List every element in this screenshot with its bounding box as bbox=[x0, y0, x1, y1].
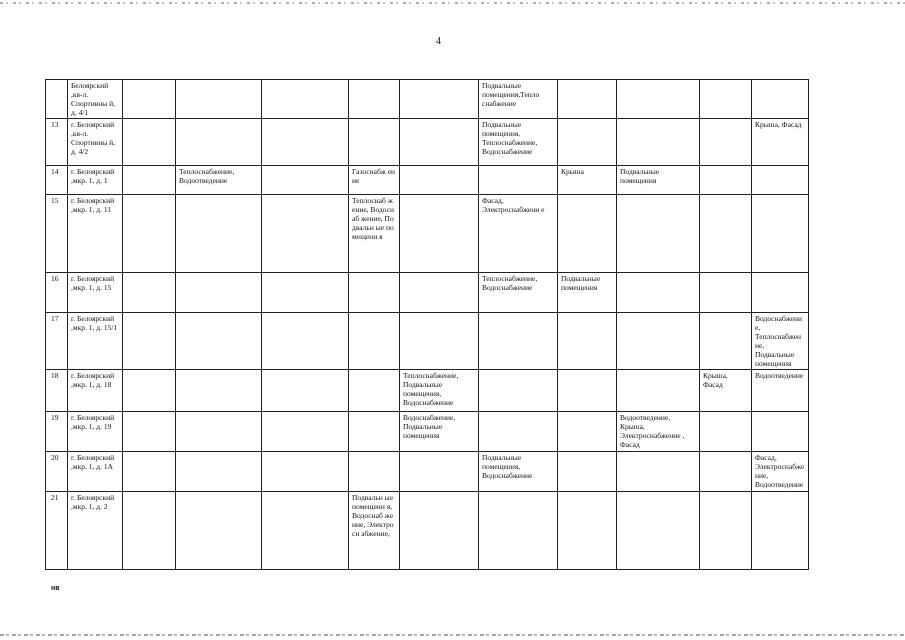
work-type-cell bbox=[176, 313, 262, 370]
row-number-cell: 13 bbox=[46, 119, 68, 166]
work-type-cell bbox=[262, 166, 349, 195]
work-type-cell bbox=[617, 273, 700, 313]
work-type-cell: Газоснабж ение bbox=[349, 166, 400, 195]
work-type-cell bbox=[262, 492, 349, 570]
work-type-cell bbox=[123, 119, 176, 166]
work-type-cell bbox=[700, 313, 752, 370]
table-row bbox=[46, 273, 809, 313]
table-row bbox=[46, 412, 809, 452]
work-type-cell bbox=[479, 412, 558, 452]
row-number-cell: 20 bbox=[46, 452, 68, 492]
work-type-cell bbox=[400, 492, 479, 570]
work-type-cell bbox=[176, 370, 262, 412]
work-type-cell bbox=[400, 80, 479, 119]
work-type-cell bbox=[262, 273, 349, 313]
row-number-cell: 17 bbox=[46, 313, 68, 370]
work-type-cell bbox=[262, 452, 349, 492]
table-row bbox=[46, 195, 809, 273]
work-type-cell: Водоснабжение, Теплоснабжение, Подвальные помещения bbox=[752, 313, 809, 370]
work-type-cell bbox=[123, 273, 176, 313]
work-type-cell bbox=[479, 370, 558, 412]
work-type-cell: Подвальные помещения,Тепло снабжение bbox=[479, 80, 558, 119]
address-cell: г. Белоярский ,кв-л. Спортивны й, д. 4/2 bbox=[68, 119, 123, 166]
work-type-cell: Подвальные помещения bbox=[558, 273, 617, 313]
work-type-cell bbox=[349, 313, 400, 370]
work-type-cell bbox=[400, 195, 479, 273]
work-type-cell bbox=[479, 313, 558, 370]
work-type-cell: Крыша, Фасад bbox=[752, 119, 809, 166]
work-type-cell bbox=[176, 273, 262, 313]
work-type-cell bbox=[558, 492, 617, 570]
work-type-cell bbox=[123, 313, 176, 370]
table-row bbox=[46, 119, 809, 166]
work-type-cell bbox=[752, 195, 809, 273]
work-type-cell bbox=[700, 166, 752, 195]
row-number-cell: 18 bbox=[46, 370, 68, 412]
work-type-cell bbox=[349, 273, 400, 313]
work-type-cell bbox=[752, 273, 809, 313]
work-type-cell bbox=[349, 80, 400, 119]
work-type-cell bbox=[558, 119, 617, 166]
work-type-cell bbox=[349, 452, 400, 492]
work-type-cell bbox=[123, 166, 176, 195]
work-type-cell bbox=[752, 166, 809, 195]
work-type-cell bbox=[617, 80, 700, 119]
table-row bbox=[46, 166, 809, 195]
work-type-cell bbox=[262, 119, 349, 166]
work-type-cell bbox=[752, 412, 809, 452]
work-type-cell bbox=[700, 119, 752, 166]
work-type-cell bbox=[123, 412, 176, 452]
work-type-cell bbox=[400, 452, 479, 492]
work-type-cell bbox=[123, 452, 176, 492]
work-type-cell bbox=[349, 119, 400, 166]
work-type-cell: Водоотведение bbox=[752, 370, 809, 412]
work-type-cell bbox=[262, 195, 349, 273]
work-type-cell bbox=[617, 195, 700, 273]
work-type-cell bbox=[558, 313, 617, 370]
table-row bbox=[46, 492, 809, 570]
table-row bbox=[46, 452, 809, 492]
work-type-cell bbox=[617, 370, 700, 412]
work-type-cell bbox=[176, 492, 262, 570]
work-type-cell bbox=[617, 313, 700, 370]
work-type-cell bbox=[176, 80, 262, 119]
work-type-cell bbox=[558, 195, 617, 273]
address-cell: г. Белоярский ,мкр. 1, д. 18 bbox=[68, 370, 123, 412]
page-number: 4 bbox=[436, 36, 441, 47]
row-number-cell: 15 bbox=[46, 195, 68, 273]
work-type-cell bbox=[262, 412, 349, 452]
repair-schedule-table bbox=[45, 79, 809, 570]
work-type-cell bbox=[176, 412, 262, 452]
table-row bbox=[46, 80, 809, 119]
work-type-cell bbox=[176, 195, 262, 273]
row-number-cell: 16 bbox=[46, 273, 68, 313]
work-type-cell bbox=[479, 166, 558, 195]
work-type-cell bbox=[123, 370, 176, 412]
address-cell: Белоярский ,кв-л. Спортивны й, д. 4/1 bbox=[68, 80, 123, 119]
work-type-cell bbox=[176, 452, 262, 492]
address-cell: г. Белоярский ,мкр. 1, д. 11 bbox=[68, 195, 123, 273]
work-type-cell: Крыша, Фасад bbox=[700, 370, 752, 412]
address-cell: г. Белоярский ,мкр. 1, д. 2 bbox=[68, 492, 123, 570]
address-cell: г. Белоярский ,мкр. 1, д. 19 bbox=[68, 412, 123, 452]
work-type-cell bbox=[700, 273, 752, 313]
row-number-cell: 19 bbox=[46, 412, 68, 452]
work-type-cell bbox=[400, 119, 479, 166]
footer-mark: нв bbox=[51, 585, 60, 592]
work-type-cell: Теплоснабжение, Водоснабжение bbox=[479, 273, 558, 313]
work-type-cell: Подвальные помещения, Водоснабжение bbox=[479, 452, 558, 492]
scan-edge-top bbox=[0, 2, 905, 4]
work-type-cell bbox=[400, 166, 479, 195]
work-type-cell bbox=[400, 273, 479, 313]
work-type-cell bbox=[617, 452, 700, 492]
work-type-cell bbox=[558, 370, 617, 412]
work-type-cell bbox=[700, 80, 752, 119]
work-type-cell bbox=[123, 80, 176, 119]
address-cell: г. Белоярский ,мкр. 1, д. 1А bbox=[68, 452, 123, 492]
row-number-cell: 21 bbox=[46, 492, 68, 570]
work-type-cell: Теплоснабжение, Водоотведение bbox=[176, 166, 262, 195]
row-number-cell bbox=[46, 80, 68, 119]
work-type-cell bbox=[262, 313, 349, 370]
work-type-cell bbox=[262, 370, 349, 412]
work-type-cell: Подвальные помещения bbox=[617, 166, 700, 195]
work-type-cell bbox=[700, 412, 752, 452]
work-type-cell bbox=[123, 492, 176, 570]
work-type-cell bbox=[752, 80, 809, 119]
work-type-cell bbox=[262, 80, 349, 119]
work-type-cell bbox=[617, 119, 700, 166]
work-type-cell bbox=[617, 492, 700, 570]
work-type-cell: Фасад, Электроснабжени е bbox=[479, 195, 558, 273]
work-type-cell bbox=[349, 370, 400, 412]
work-type-cell bbox=[479, 492, 558, 570]
work-type-cell: Крыша bbox=[558, 166, 617, 195]
work-type-cell bbox=[558, 412, 617, 452]
work-type-cell: Теплоснаб жение, Водоснаб жение, Подвальн ые помещени я bbox=[349, 195, 400, 273]
work-type-cell bbox=[558, 452, 617, 492]
table-row bbox=[46, 370, 809, 412]
table-row bbox=[46, 313, 809, 370]
work-type-cell: Подвальн ые помещени я, Водоснаб жение, Электросн абжение, bbox=[349, 492, 400, 570]
work-type-cell bbox=[558, 80, 617, 119]
address-cell: г. Белоярский ,мкр. 1, д. 1 bbox=[68, 166, 123, 195]
work-type-cell: Теплоснабжение, Подвальные помещения, Водоснабжение bbox=[400, 370, 479, 412]
work-type-cell: Водоснабжение, Подвальные помещения bbox=[400, 412, 479, 452]
work-type-cell bbox=[176, 119, 262, 166]
scan-edge-bottom bbox=[0, 634, 905, 636]
work-type-cell: Водоотведение, Крыша, Электроснабжение , Фасад bbox=[617, 412, 700, 452]
row-number-cell: 14 bbox=[46, 166, 68, 195]
work-type-cell bbox=[700, 195, 752, 273]
work-type-cell bbox=[700, 492, 752, 570]
work-type-cell bbox=[349, 412, 400, 452]
work-type-cell: Фасад, Электроснабжение, Водоотведение bbox=[752, 452, 809, 492]
work-type-cell bbox=[700, 452, 752, 492]
address-cell: г. Белоярский ,мкр. 1, д. 15 bbox=[68, 273, 123, 313]
work-type-cell bbox=[400, 313, 479, 370]
address-cell: г. Белоярский ,мкр. 1, д. 15/1 bbox=[68, 313, 123, 370]
work-type-cell bbox=[123, 195, 176, 273]
work-type-cell bbox=[752, 492, 809, 570]
work-type-cell: Подвальные помещения, Теплоснабжение, Водоснабжение bbox=[479, 119, 558, 166]
